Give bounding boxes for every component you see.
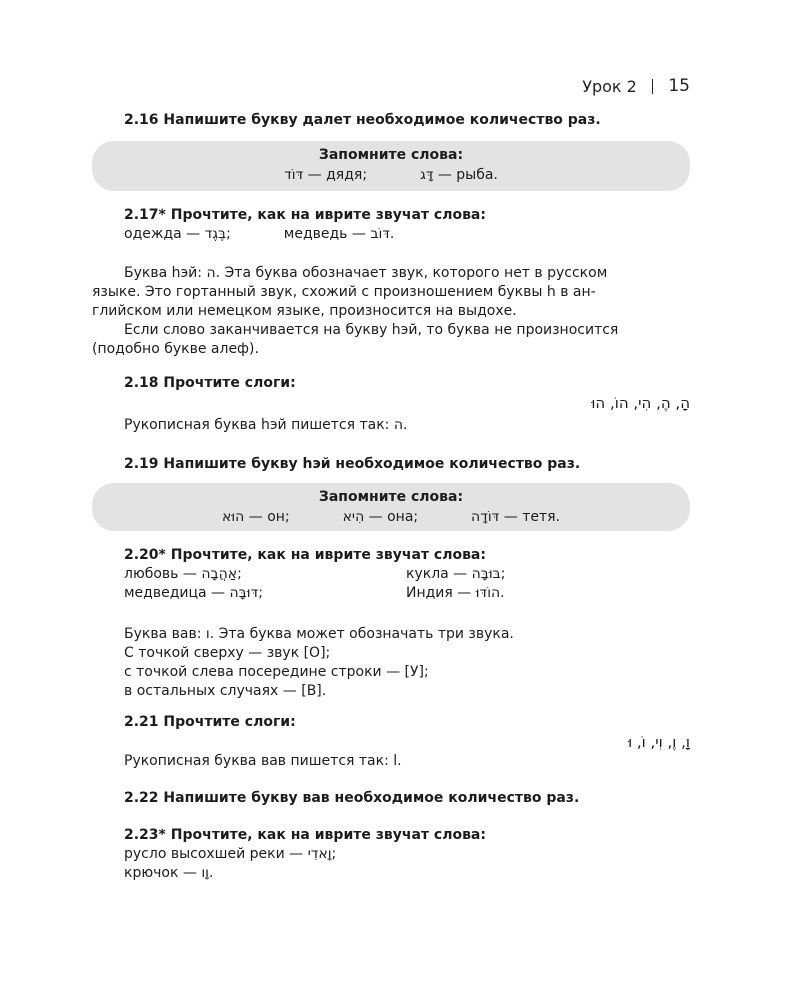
exercise-2-16-title: 2.16 Напишите букву далет необходимое количество раз. [124, 112, 601, 128]
handwritten-vav-note: Рукописная буква вав пишется так: l. [124, 753, 402, 769]
hei-line-2: языке. Это гортанный звук, схожий с произношением буквы h в ан- [92, 284, 596, 300]
memorize-word-he: הוּא — он; [222, 509, 290, 525]
exercise-2-20-row-1 [124, 565, 690, 584]
exercise-2-22-title: 2.22 Напишите букву вав необходимое количество раз. [124, 790, 580, 806]
hei-line-3: глийском или немецком языке, произносится на выдохе. [92, 303, 517, 319]
exercise-2-20-row-2 [124, 584, 690, 603]
memorize-box-1-words [92, 165, 690, 185]
letter-hei-description-cont [92, 283, 690, 321]
exercise-2-23-title: 2.23* Прочтите, как на иврите звучат слова: [124, 827, 486, 843]
word-clothes: одежда — בֶּגֶד; [124, 226, 231, 242]
exercise-2-20 [124, 546, 690, 603]
vav-line-2: С точкой сверху — звук [О]; [124, 645, 331, 661]
word-doll: кукла — בּוּבָּה; [406, 566, 506, 582]
word-she-bear: медведица — דּוּבָּה; [124, 585, 263, 601]
exercise-2-19-title: 2.19 Напишите букву hэй необходимое количество раз. [124, 456, 581, 472]
memorize-box-2 [92, 483, 690, 531]
exercise-2-18-syllables: הָ, הֶ, הִי, הוֹ, הוּ [591, 394, 690, 412]
word-love: любовь — אַהֲבָה; [124, 566, 242, 582]
memorize-word-fish: דָּג — рыба. [419, 167, 498, 183]
exercise-2-21-title: 2.21 Прочтите слоги: [124, 714, 296, 730]
exercise-2-17-title: 2.17* Прочтите, как на иврите звучат слова: [124, 207, 486, 223]
exercise-2-18-title: 2.18 Прочтите слоги: [124, 375, 296, 391]
vav-line-1: Буква вав: ו. Эта буква может обозначать три звука. [124, 626, 514, 642]
lesson-label: Урок 2 [582, 76, 637, 96]
vav-line-3: с точкой слева посередине строки — [У]; [124, 664, 429, 680]
memorize-box-2-words [92, 507, 690, 527]
exercise-2-17 [124, 206, 690, 244]
word-hook: крючок — וָו. [124, 865, 214, 881]
hei-line-4: Если слово заканчивается на букву hэй, то буква не произносится [124, 322, 619, 338]
header-separator [652, 79, 654, 94]
page-number: 15 [668, 76, 690, 96]
word-wadi: русло высохшей реки — וָאדִי; [124, 846, 337, 862]
exercise-2-21-syllables: וָ, וֶ, וִי, וֹ, וּ [628, 733, 690, 751]
memorize-box-1-title: Запомните слова: [318, 147, 464, 163]
memorize-word-uncle: דּוֹד — дядя; [284, 167, 368, 183]
handwritten-hei-note: Рукописная буква hэй пишется так: ה. [124, 417, 408, 433]
exercise-2-23 [124, 826, 690, 883]
word-bear: медведь — דּוֹב. [283, 226, 395, 242]
letter-hei-description [124, 264, 690, 283]
letter-vav-description [124, 625, 690, 701]
hei-line-1: Буква hэй: ה. Эта буква обозначает звук, которого нет в русском [124, 265, 608, 281]
vav-line-4: в остальных случаях — [В]. [124, 683, 327, 699]
word-india: Индия — הוֹדּוּ. [406, 585, 505, 601]
running-header [582, 76, 690, 96]
exercise-2-20-title: 2.20* Прочтите, как на иврите звучат слова: [124, 547, 486, 563]
memorize-box-2-title: Запомните слова: [318, 489, 464, 505]
memorize-box-1 [92, 141, 690, 191]
hei-line-5: (подобно букве алеф). [92, 341, 259, 357]
exercise-2-17-words [124, 225, 690, 244]
memorize-word-aunt: דּוֹדָה — тетя. [471, 509, 560, 525]
letter-hei-rule-cont [92, 340, 690, 359]
memorize-word-she: הִיא — она; [342, 509, 419, 525]
letter-hei-rule [124, 321, 690, 340]
